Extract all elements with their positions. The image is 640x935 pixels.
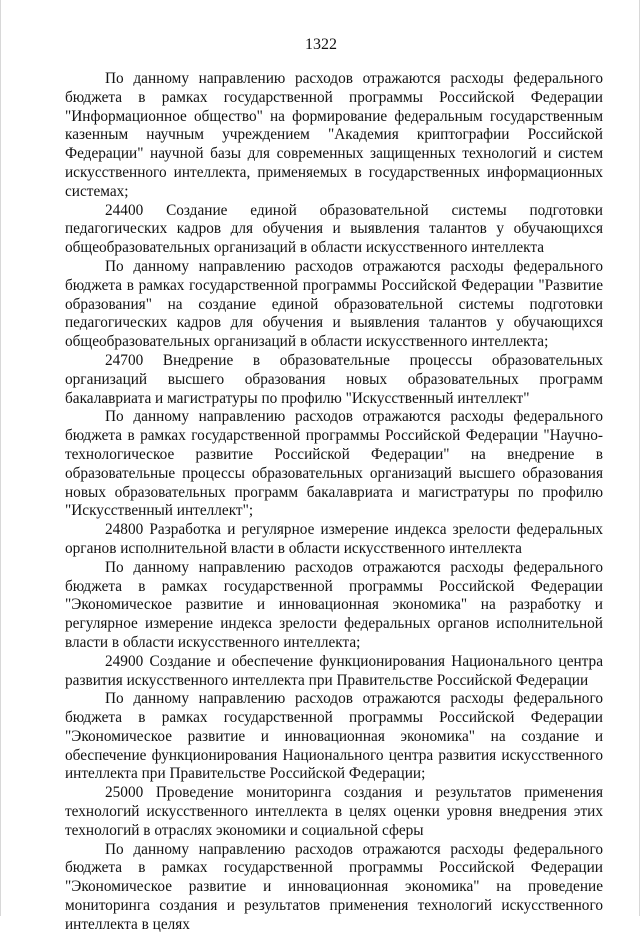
paragraph-expense-code: 24700 Внедрение в образовательные процессы образовательных организаций высшего образования новых образовательных программ бакалавриата и магистратуры по профилю "Искусственный интеллект" [65,351,603,407]
paragraph-description: По данному направлению расходов отражаются расходы федерального бюджета в рамках государственной программы Российской Федерации "Экономическое развитие и инновационная экономика" на разработку и регулярное измерение индекса зрелости федеральных органов исполнительной власти в области искусственного интеллекта; [65,558,603,651]
paragraph-description: По данному направлению расходов отражаются расходы федерального бюджета в рамках государственной программы Российской Федерации "Развитие образования" на создание единой образовательной системы подготовки педагогических кадров для обучения и выявления талантов у обучающихся общеобразовательных организаций в области искусственного интеллекта; [65,257,603,351]
paragraph-description: По данному направлению расходов отражаются расходы федерального бюджета в рамках государственной программы Российской Федерации "Экономическое развитие и инновационная экономика" на создание и обеспечение функционирования Национального центра развития искусственного интеллекта при Правительстве Российской Федерации; [65,690,603,783]
paragraph-description: По данному направлению расходов отражаются расходы федерального бюджета в рамках государственной программы Российской Федерации "Информационное общество" на формирование федеральным государственным казенным научным учреждением "Академия криптографии Российской Федерации" научной базы для современных защищенных технологий и систем искусственного интеллекта, применяемых в государственных информационных системах; [65,70,603,200]
paragraph-expense-code: 24900 Создание и обеспечение функционирования Национального центра развития искусственного интеллекта при Правительстве Российской Федерации [65,652,603,689]
paragraph-description: По данному направлению расходов отражаются расходы федерального бюджета в рамках государственной программы Российской Федерации "Научно-технологическое развитие Российской Федерации" на внедрение в образовательные процессы образовательных организаций высшего образования новых образовательных программ бакалавриата и магистратуры по профилю "Искусственный интеллект"; [65,408,603,520]
document-body [65,70,603,935]
page-number: 1322 [305,36,337,53]
paragraph-description: По данному направлению расходов отражаются расходы федерального бюджета в рамках государственной программы Российской Федерации "Экономическое развитие и инновационная экономика" на проведение мониторинга создания и результатов применения технологий искусственного интеллекта в целях [65,840,603,933]
paragraph-expense-code: 24400 Создание единой образовательной системы подготовки педагогических кадров для обучения и выявления талантов у обучающихся общеобразовательных организаций в области искусственного интеллекта [65,201,603,257]
paragraph-expense-code: 25000 Проведение мониторинга создания и результатов применения технологий искусственного интеллекта в целях оценки уровня внедрения этих технологий в отраслях экономики и социальной сферы [65,784,603,839]
paragraph-expense-code: 24800 Разработка и регулярное измерение индекса зрелости федеральных органов исполнительной власти в области искусственного интеллекта [65,521,603,557]
